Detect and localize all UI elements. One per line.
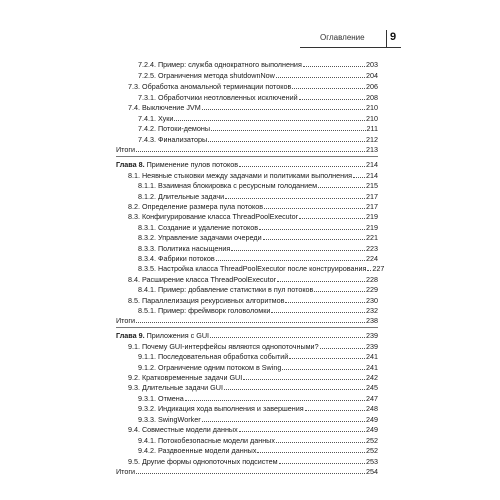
toc-entry-page: 241 — [366, 363, 378, 372]
toc-entry-page: 208 — [366, 93, 378, 102]
toc-entry-page: 228 — [366, 275, 378, 284]
toc-entry-title: 9.3.2. Индикация хода выполнения и завершения — [138, 404, 304, 413]
toc-entry-page: 204 — [366, 71, 378, 80]
dot-leader — [289, 358, 365, 359]
dot-leader — [285, 302, 365, 303]
toc-entry-page: 249 — [366, 425, 378, 434]
toc-entry-title: 9.4.2. Раздвоенные модели данных — [138, 446, 257, 455]
toc-entry-page: 242 — [366, 373, 378, 382]
dot-leader — [292, 88, 365, 89]
dot-leader — [353, 177, 365, 178]
toc-chapter-heading[interactable] — [116, 160, 378, 169]
toc-entry-title: 8.4. Расширение класса ThreadPoolExecutor — [128, 275, 277, 284]
dot-leader — [271, 312, 365, 313]
toc-entry-title: 7.2.4. Пример: служба однократного выполнения — [138, 60, 302, 69]
toc-entry-title: 7.4.1. Хуки — [138, 114, 174, 123]
toc-entry-page: 223 — [366, 244, 378, 253]
toc-entry-title: Итоги — [116, 316, 136, 325]
toc-entry-page: 214 — [366, 171, 378, 180]
toc-entry-page: 229 — [366, 285, 378, 294]
dot-leader — [279, 463, 365, 464]
toc-entry-title: 8.4.1. Пример: добавление статистики в пул потоков — [138, 285, 314, 294]
toc-entry[interactable] — [128, 342, 378, 351]
dot-leader — [318, 187, 365, 188]
toc-entry-title: 8.3.4. Фабрики потоков — [138, 254, 215, 263]
toc-entry-page: 239 — [366, 331, 378, 340]
toc-entry[interactable] — [138, 233, 378, 242]
chapter-label: Глава 9. — [116, 331, 145, 340]
toc-entry-title: 9.5. Другие формы однопоточных подсистем — [128, 457, 278, 466]
toc-entry[interactable] — [128, 103, 378, 112]
toc-entry[interactable] — [138, 436, 378, 445]
toc-entry-page: 215 — [366, 181, 378, 190]
dot-leader — [174, 120, 365, 121]
toc-entry-title: 9.3. Длительные задачи GUI — [128, 383, 223, 392]
toc-entry-page: 210 — [366, 114, 378, 123]
chapter-title: Применение пулов потоков — [144, 160, 239, 169]
toc-entry[interactable] — [138, 114, 378, 123]
toc-entry-title — [116, 160, 239, 169]
toc-entry[interactable] — [138, 192, 378, 201]
toc-entry[interactable] — [128, 82, 378, 91]
dot-leader — [202, 109, 365, 110]
toc-entry-title: 9.1. Почему GUI-интерфейсы являются однопоточными? — [128, 342, 319, 351]
toc-chapter-heading[interactable] — [116, 331, 378, 340]
dot-leader — [239, 166, 365, 167]
toc-entry-title: 7.4.3. Финализаторы — [138, 135, 208, 144]
dot-leader — [185, 400, 365, 401]
toc-entry-title: Итоги — [116, 145, 136, 154]
dot-leader — [299, 218, 365, 219]
dot-leader — [259, 229, 365, 230]
toc-entry-title: 8.5.1. Пример: фреймворк головоломки — [138, 306, 271, 315]
toc-entry-title: Итоги — [116, 467, 136, 476]
toc-entry-title: 9.1.1. Последовательная обработка событий — [138, 352, 289, 361]
chapter-label: Глава 8. — [116, 160, 145, 169]
toc-entry[interactable] — [138, 363, 378, 372]
toc-entry-title: 7.2.5. Ограничения метода shutdownNow — [138, 71, 275, 80]
toc-entry-page: 221 — [366, 233, 378, 242]
toc-entry-page: 238 — [366, 316, 378, 325]
toc-entry[interactable] — [138, 264, 385, 273]
toc-entry-page: 239 — [366, 342, 378, 351]
dot-leader — [210, 337, 365, 338]
toc-entry-page: 227 — [372, 264, 385, 273]
toc-entry-page: 248 — [366, 404, 378, 413]
chapter-title: Приложения с GUI — [144, 331, 210, 340]
toc-entry[interactable] — [128, 212, 378, 221]
toc-entry[interactable] — [138, 446, 378, 455]
toc-entry[interactable] — [138, 124, 378, 133]
toc-entry-title: 8.2. Определение размера пула потоков — [128, 202, 264, 211]
toc-entry[interactable] — [116, 467, 378, 476]
toc-entry[interactable] — [138, 135, 378, 144]
toc-entry[interactable] — [128, 457, 378, 466]
dot-leader — [305, 410, 365, 411]
dot-leader — [231, 250, 365, 251]
page-number: 9 — [390, 31, 397, 43]
toc-entry-page: 213 — [366, 145, 378, 154]
toc-entry[interactable] — [128, 202, 378, 211]
toc-entry-title: 8.1.1. Взаимная блокировка с ресурсным голоданием — [138, 181, 318, 190]
dot-leader — [277, 281, 365, 282]
toc-entry-page: 211 — [366, 124, 378, 133]
toc-entry-title: 9.1.2. Ограничение одним потоком в Swing — [138, 363, 282, 372]
dot-leader — [136, 473, 365, 474]
toc-entry-page: 252 — [366, 446, 378, 455]
toc-entry[interactable] — [128, 383, 378, 392]
toc-entry-title — [116, 331, 210, 340]
toc-entry-page: 219 — [366, 212, 378, 221]
toc-entry-title: 8.1. Неявные стыковки между задачами и политиками выполнения — [128, 171, 352, 180]
toc-entry-title: 8.3.1. Создание и удаление потоков — [138, 223, 259, 232]
toc-entry-page: 219 — [366, 223, 378, 232]
toc-entry-title: 7.3.1. Обработчики неотловленных исключений — [138, 93, 298, 102]
toc-entry[interactable] — [138, 71, 378, 80]
toc-entry[interactable] — [128, 296, 378, 305]
toc-entry[interactable] — [138, 223, 378, 232]
dot-leader — [136, 151, 365, 152]
toc-entry-page: 203 — [366, 60, 378, 69]
toc-entry[interactable] — [128, 171, 378, 180]
dot-leader — [224, 389, 365, 390]
running-header-title: Оглавление — [320, 33, 365, 42]
toc-entry-page: 212 — [366, 135, 378, 144]
chapter-divider — [116, 156, 378, 157]
toc-entry[interactable] — [138, 285, 378, 294]
dot-leader — [276, 442, 365, 443]
dot-leader — [208, 141, 365, 142]
toc-entry[interactable] — [128, 425, 378, 434]
toc-entry-title: 9.3.1. Отмена — [138, 394, 184, 403]
dot-leader — [303, 66, 365, 67]
toc-entry-title: 8.3. Конфигурирование класса ThreadPoolExecutor — [128, 212, 299, 221]
toc-entry-page: 253 — [366, 457, 378, 466]
dot-leader — [136, 322, 365, 323]
toc-entry-page: 249 — [366, 415, 378, 424]
dot-leader — [299, 99, 365, 100]
dot-leader — [202, 421, 365, 422]
toc-entry[interactable] — [138, 394, 378, 403]
toc-entry[interactable] — [138, 352, 378, 361]
toc-entry-title: 7.4. Выключение JVM — [128, 103, 201, 112]
toc-entry-title: 9.4.1. Потокобезопасные модели данных — [138, 436, 275, 445]
toc-entry-title: 9.4. Совместные модели данных — [128, 425, 238, 434]
toc-entry-page: 217 — [366, 192, 378, 201]
toc-entry-title: 9.3.3. SwingWorker — [138, 415, 201, 424]
dot-leader — [320, 348, 365, 349]
toc-entry[interactable] — [116, 145, 378, 154]
dot-leader — [264, 208, 365, 209]
toc-entry[interactable] — [128, 275, 378, 284]
toc-entry[interactable] — [138, 254, 378, 263]
chapter-divider — [116, 327, 378, 328]
toc-entry[interactable] — [138, 306, 378, 315]
dot-leader — [243, 379, 365, 380]
toc-entry-page: 206 — [366, 82, 378, 91]
toc-entry-title: 8.3.3. Политика насыщения — [138, 244, 231, 253]
toc-entry-page: 230 — [366, 296, 378, 305]
dot-leader — [257, 452, 365, 453]
dot-leader — [216, 260, 365, 261]
toc-entry-page: 232 — [366, 306, 378, 315]
toc-entry-title: 8.1.2. Длительные задачи — [138, 192, 225, 201]
toc-entry[interactable] — [138, 93, 378, 102]
toc-entry-title: 8.5. Параллелизация рекурсивных алгоритмов — [128, 296, 285, 305]
toc-entry[interactable] — [138, 415, 378, 424]
dot-leader — [314, 291, 365, 292]
dot-leader — [282, 369, 365, 370]
dot-leader — [239, 431, 365, 432]
toc-entry-page: 247 — [366, 394, 378, 403]
toc-entry-title: 8.3.2. Управление задачами очереди — [138, 233, 262, 242]
toc-entry-page: 217 — [366, 202, 378, 211]
toc-entry-page: 245 — [366, 383, 378, 392]
toc-entry[interactable] — [138, 404, 378, 413]
toc-entry[interactable] — [128, 373, 378, 382]
toc-entry-page: 252 — [366, 436, 378, 445]
toc-entry-page: 254 — [366, 467, 378, 476]
toc-entry[interactable] — [138, 60, 378, 69]
toc-entry-page: 224 — [366, 254, 378, 263]
dot-leader — [276, 77, 365, 78]
toc-entry-page: 214 — [366, 160, 378, 169]
dot-leader — [211, 130, 366, 131]
toc-entry[interactable] — [138, 244, 378, 253]
toc-entry[interactable] — [116, 316, 378, 325]
toc-entry-title: 9.2. Кратковременные задачи GUI — [128, 373, 243, 382]
toc-entry-title: 7.3. Обработка аномальной терминации потоков — [128, 82, 292, 91]
toc-entry-page: 210 — [366, 103, 378, 112]
toc-entry-title: 8.3.5. Настройка класса ThreadPoolExecutor после конструирования — [138, 264, 367, 273]
toc-entry-page: 241 — [366, 352, 378, 361]
dot-leader — [263, 239, 365, 240]
toc-entry[interactable] — [138, 181, 378, 190]
toc-entry-title: 7.4.2. Потоки-демоны — [138, 124, 211, 133]
dot-leader — [225, 198, 365, 199]
